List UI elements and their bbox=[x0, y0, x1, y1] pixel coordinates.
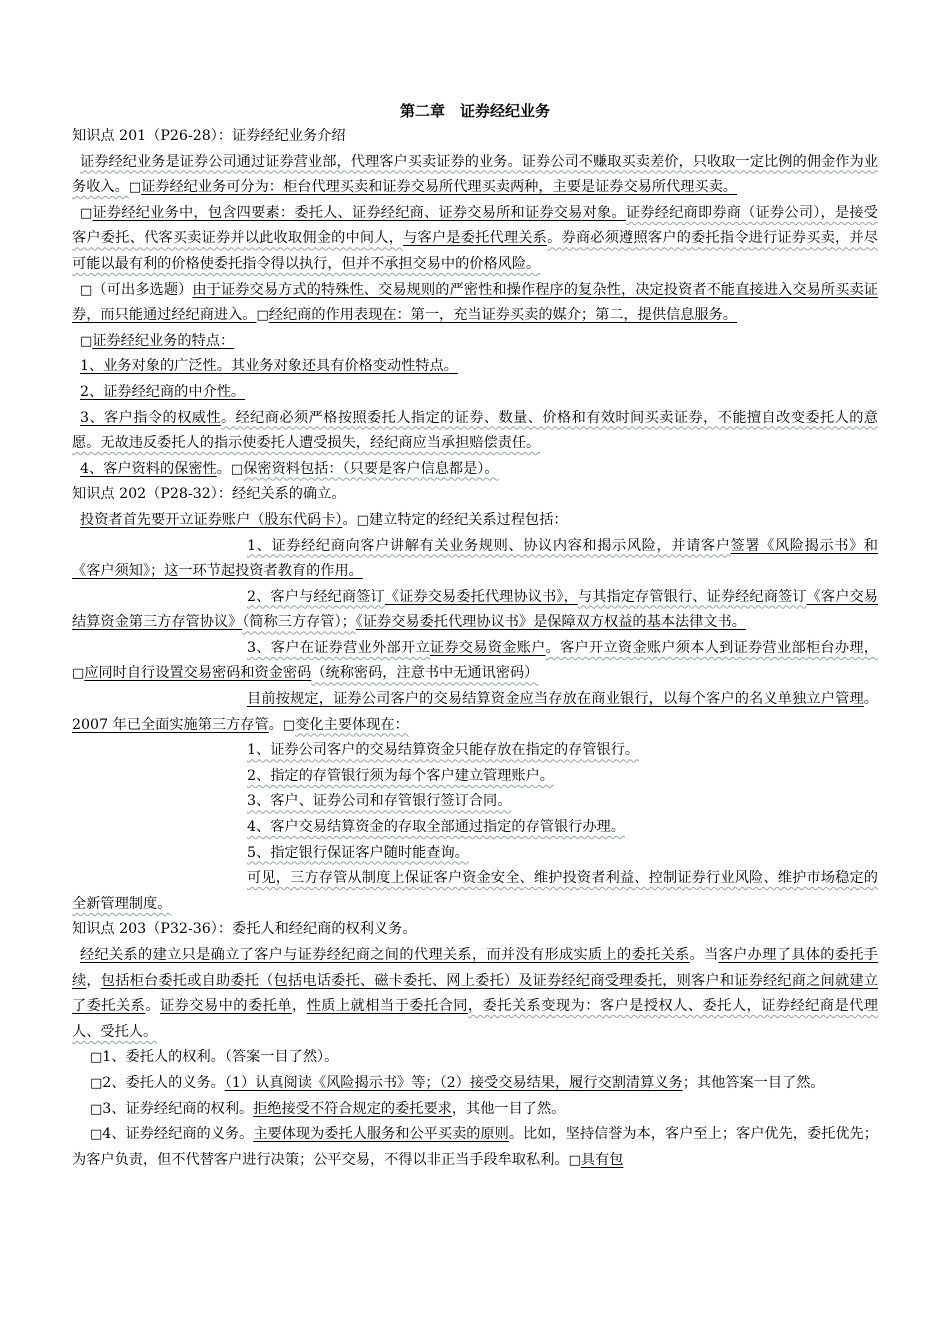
text: 与客户是委托代理关系 bbox=[403, 230, 548, 247]
text: 签署《风险揭示书》和《客户须知》；这一环节起投资者教育的作用。 bbox=[72, 537, 878, 580]
text: （可出多选题） bbox=[92, 281, 193, 298]
kp201-features-heading bbox=[72, 329, 878, 355]
text: 与其指定存管银行、证券经纪商签订 bbox=[577, 588, 807, 605]
text: 1、委托人的权利。（答案一目了然）。 bbox=[102, 1049, 339, 1066]
text: 证券交易中的委托单 bbox=[159, 998, 292, 1015]
text: 可见，三方存管从制度上保证客户资金安全、维护投资者利益、控制证券行业风险、维护市场稳定的全新管理制度。 bbox=[72, 870, 878, 912]
text: 。 bbox=[216, 460, 231, 477]
text: 客户办理了具体的委托手续 bbox=[72, 947, 878, 989]
text: 应同时自行设置交易密码和资金密码 bbox=[84, 665, 312, 682]
text: 2、证券经纪商的中介性。 bbox=[80, 383, 246, 400]
kp201-heading: 知识点 201（P26-28）：证券经纪业务介绍 bbox=[72, 128, 346, 144]
kp203-item-1 bbox=[72, 1045, 878, 1071]
kp201-feature-1 bbox=[72, 354, 878, 380]
kp202-step-3 bbox=[72, 636, 878, 687]
checkbox-icon: □ bbox=[90, 1127, 103, 1143]
text: 2、客户与经纪商签订 bbox=[247, 588, 385, 605]
checkbox-icon: □ bbox=[568, 1152, 581, 1168]
text: 2007 年已全面实施第三方存管 bbox=[72, 716, 269, 733]
text: 包括柜台委托或自助委托（包括电话委托、磁卡委托、网上委托）及证券经纪商受理委托，则客户和证券经纪商之间就建立了委托关系 bbox=[72, 972, 878, 1015]
checkbox-icon: □ bbox=[230, 461, 244, 477]
kp202-change-4 bbox=[72, 815, 878, 841]
text: 经纪关系的建立只是确立了客户与证券经纪商之间的代理关系，而并没有形成实质上的委托关系 bbox=[80, 947, 690, 963]
checkbox-icon: □ bbox=[90, 1101, 103, 1117]
text: 证券经纪业务中，包含四要素：委托人、证券经纪商、证券交易所和证券交易对象。 bbox=[92, 204, 626, 221]
kp202-step-1 bbox=[72, 534, 878, 585]
checkbox-icon: □ bbox=[80, 333, 93, 349]
kp201-feature-2 bbox=[72, 380, 878, 406]
text: 。客户开立资金账户须本人到证券营业部柜台办理， bbox=[545, 639, 878, 656]
text: 证券经纪业务是证券公司通过证券营业部，代理客户买卖证券的业务。证券公司不赚取买卖差价，只收取一定比例的佣金作为业务收入。 bbox=[72, 153, 878, 196]
text: （1）认真阅读《风险揭示书》等；（2）接受交易结果，履行交割清算义务 bbox=[224, 1074, 683, 1091]
checkbox-icon: □ bbox=[72, 666, 85, 682]
text: ；其他答案一目了然。 bbox=[682, 1074, 825, 1091]
text: 1、业务对象的广泛性。其业务对象还具有价格变动性特点。 bbox=[80, 358, 458, 375]
checkbox-icon: □ bbox=[282, 717, 296, 733]
text: 变化主要体现在： bbox=[295, 716, 409, 733]
text: 《证券交易委托代理协议书》， bbox=[384, 588, 578, 605]
text: ，其他一目了然。 bbox=[451, 1100, 566, 1117]
text: 保密资料包括：（只要是客户信息都是）。 bbox=[243, 460, 499, 477]
kp203-item-3 bbox=[72, 1097, 878, 1123]
kp202-para-3 bbox=[72, 866, 878, 917]
chapter-title: 第二章 证券经纪业务 bbox=[399, 102, 550, 120]
text: 证券交易资金账户 bbox=[429, 639, 546, 656]
text: 《客户交易结算资金第三方存管协议》 bbox=[72, 588, 878, 631]
text: 3、客户在证券营业外部开立 bbox=[247, 639, 430, 656]
text: 由于证券交易方式的特殊性、交易规则的严密性和操作程序的复杂性，决定投资者不能直接进入交易所买卖证券，而只能通过经纪商进入。 bbox=[72, 281, 878, 324]
kp203-para-1 bbox=[72, 943, 878, 1045]
text: 2、指定的存管银行须为每个客户建立管理账户。 bbox=[247, 767, 554, 784]
kp202-para-1 bbox=[72, 508, 878, 534]
kp202-change-3 bbox=[72, 789, 878, 815]
text: 。 bbox=[145, 998, 160, 1015]
text: 5、指定银行保证客户随时能查询。 bbox=[247, 844, 469, 861]
text: （统称密码，注意书中无通讯密码） bbox=[311, 665, 539, 682]
text: 建立特定的经纪关系过程包括： bbox=[368, 511, 568, 528]
checkbox-icon: □ bbox=[128, 180, 142, 196]
kp201-para-1 bbox=[72, 150, 878, 201]
kp202-para-2 bbox=[72, 687, 878, 738]
text: （简称三方存管）； bbox=[242, 614, 356, 631]
checkbox-icon: □ bbox=[256, 308, 269, 324]
text: 3、客户指令的权威性 bbox=[80, 409, 221, 426]
kp203-heading: 知识点 203（P32-36）：委托人和经纪商的权利义务。 bbox=[72, 921, 417, 938]
text: ， bbox=[291, 998, 307, 1015]
text: 。当 bbox=[689, 947, 719, 963]
text: 3、证券经纪商的权利。 bbox=[102, 1100, 254, 1117]
text: 具有包 bbox=[580, 1151, 624, 1168]
text: ， bbox=[86, 972, 101, 989]
kp201-para-3 bbox=[72, 278, 878, 329]
checkbox-icon: □ bbox=[80, 205, 93, 221]
text: 经纪商的作用表现在：第一，充当证券买卖的媒介；第二，提供信息服务。 bbox=[268, 307, 737, 324]
text: 2、委托人的义务。 bbox=[102, 1074, 225, 1091]
checkbox-icon: □ bbox=[90, 1050, 103, 1066]
checkbox-icon: □ bbox=[80, 282, 93, 298]
text: 。券商必须遵照客户的委托指令进行证券买卖，并尽可能以最有利的价格使委托指令得以执行，但并不承担交易中的价格风险。 bbox=[72, 230, 878, 272]
text: 证券经纪业务可分为：柜台代理买卖和证券交易所代理买卖两种，主要是证券交易所代理买卖。 bbox=[141, 179, 737, 196]
kp201-feature-3 bbox=[72, 406, 878, 457]
kp202-step-2 bbox=[72, 585, 878, 636]
text: 。经纪商必须严格按照委托人指定的证券、数量、价格和有效时间买卖证券，不能擅自改变委托人的意愿。无故违反委托人的指示使委托人遭受损失，经纪商应当承担赔偿责任。 bbox=[72, 409, 878, 452]
text: 1、证券公司客户的交易结算资金只能存放在指定的存管银行。 bbox=[247, 742, 640, 759]
text: 4、客户交易结算资金的存取全部通过指定的存管银行办理。 bbox=[247, 819, 625, 836]
text: 4、客户资料的保密性 bbox=[80, 460, 217, 477]
text: 。 bbox=[268, 716, 283, 733]
text: 。 bbox=[863, 691, 878, 708]
text: 3、客户、证券公司和存管银行签订合同。 bbox=[247, 793, 512, 810]
text: ，委托关系变现为：客户是授权人、委托人，证券经纪商是代理人、受托人。 bbox=[72, 998, 878, 1040]
text: 。 bbox=[342, 511, 357, 528]
kp203-item-2 bbox=[72, 1071, 878, 1097]
text: 证券经纪商即券商（证券公司），是接受客户委托、代客买卖证券并以此收取佣金的中间人， bbox=[72, 204, 878, 247]
document-page bbox=[72, 100, 878, 1173]
kp202-change-5 bbox=[72, 841, 878, 867]
kp202-change-1 bbox=[72, 738, 878, 764]
text: 1、证券经纪商向客户讲解有关业务规则、协议内容和揭示风险，并请客户 bbox=[247, 537, 731, 554]
kp201-feature-4 bbox=[72, 457, 878, 483]
text: 拒绝接受不符合规定的委托要求 bbox=[253, 1100, 452, 1117]
checkbox-icon: □ bbox=[90, 1075, 103, 1091]
kp202-change-2 bbox=[72, 764, 878, 790]
text: 。比如，坚持信誉为本，客户至上；客户优先，委托优先；为客户负责，但不代替客户进行决策；公平交易，不得以非正当手段牟取私利。 bbox=[72, 1126, 878, 1168]
checkbox-icon: □ bbox=[356, 512, 369, 528]
text: 证券经纪业务的特点： bbox=[92, 332, 235, 349]
kp202-heading: 知识点 202（P28-32）：经纪关系的确立。 bbox=[72, 486, 346, 503]
kp201-para-2 bbox=[72, 201, 878, 278]
text: 目前按规定，证券公司客户的交易结算资金应当存放在商业银行，以每个客户的名义单独立户管理 bbox=[247, 691, 864, 708]
text: 《证券交易委托代理协议书》是保障双方权益的基本法律文书。 bbox=[355, 614, 746, 631]
kp203-item-4 bbox=[72, 1122, 878, 1173]
text: 投资者首先要开立证券账户（股东代码卡） bbox=[80, 511, 343, 528]
text: 主要体现为委托人服务和公平买卖的原则 bbox=[253, 1126, 509, 1143]
text: 4、证券经纪商的义务。 bbox=[102, 1126, 254, 1143]
text: 性质上就相当于委托合同 bbox=[306, 998, 468, 1015]
